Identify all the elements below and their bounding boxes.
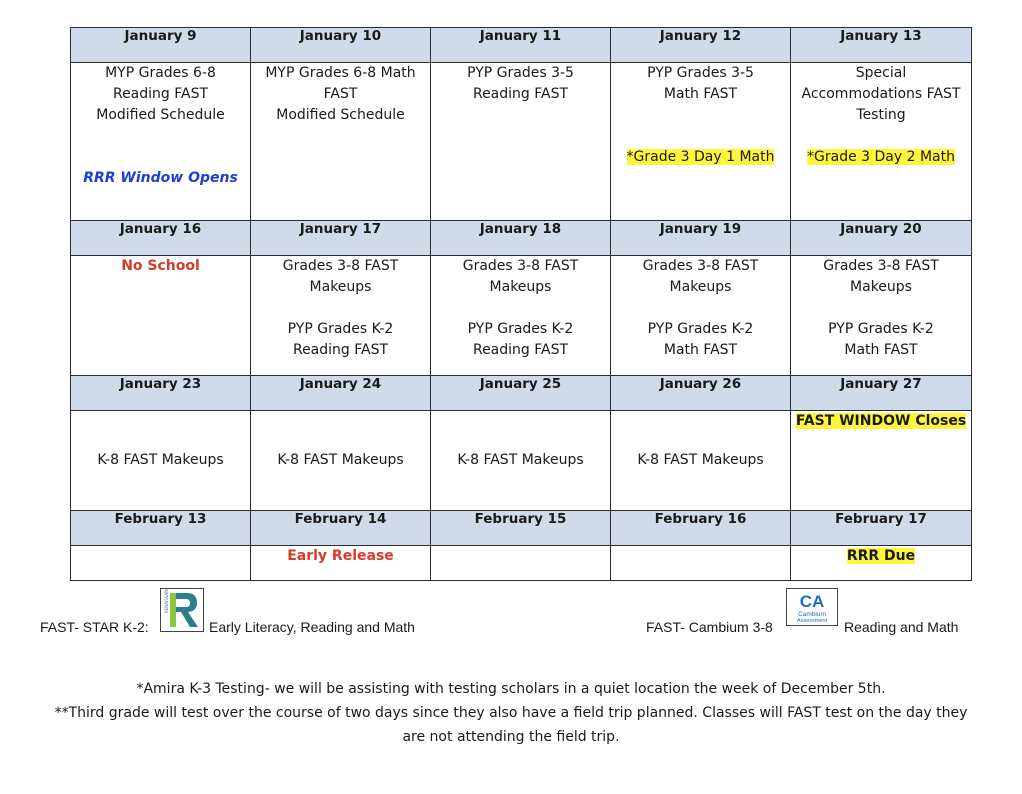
day-cell — [431, 546, 611, 581]
highlighted-note: *Grade 3 Day 2 Math — [807, 149, 955, 165]
week-3-content-row — [71, 411, 972, 511]
day-cell — [791, 256, 972, 376]
date-header: January 26 — [611, 376, 791, 411]
date-header: February 16 — [611, 511, 791, 546]
event-text: Reading FAST — [292, 342, 389, 358]
footnotes — [0, 677, 1022, 749]
date-header: February 15 — [431, 511, 611, 546]
date-header: January 9 — [71, 28, 251, 63]
event-text: Makeups — [309, 279, 372, 295]
renaissance-logo — [160, 588, 204, 632]
day-cell — [431, 63, 611, 221]
day-cell — [71, 546, 251, 581]
event-text: Testing — [856, 107, 906, 123]
star-legend-label: FAST- STAR K-2: — [40, 619, 149, 635]
footnote-amira: *Amira K-3 Testing- we will be assisting with testing scholars in a quiet location the week of December 5th. — [136, 681, 886, 697]
date-header: January 19 — [611, 221, 791, 256]
day-cell — [611, 256, 791, 376]
cambium-logo — [786, 588, 838, 626]
svg-text:Cambium: Cambium — [798, 611, 826, 618]
event-text: PYP Grades 3-5 — [647, 65, 754, 81]
cambium-legend-subjects: Reading and Math — [844, 619, 959, 635]
day-cell — [791, 546, 972, 581]
event-text: PYP Grades K-2 — [467, 321, 574, 337]
event-text: K-8 FAST Makeups — [637, 452, 764, 468]
day-cell — [251, 411, 431, 511]
date-header: January 23 — [71, 376, 251, 411]
footnote-third-grade: **Third grade will test over the course of two days since they also have a field trip planned. Classes will FAST test on the day they — [54, 705, 968, 721]
svg-text:Assessment: Assessment — [797, 618, 827, 624]
event-text: PYP Grades K-2 — [828, 321, 934, 337]
day-cell — [251, 63, 431, 221]
rrr-window-note: RRR Window Opens — [83, 170, 238, 186]
event-text: Special — [855, 65, 907, 81]
highlighted-note: *Grade 3 Day 1 Math — [626, 149, 775, 165]
svg-text:RENAISSANCE: RENAISSANCE — [164, 589, 169, 613]
event-text: MYP Grades 6-8 Math — [265, 65, 416, 81]
day-cell — [791, 63, 972, 221]
event-text: Accommodations FAST — [801, 86, 961, 102]
date-header: February 17 — [791, 511, 972, 546]
event-text: Makeups — [489, 279, 552, 295]
date-header: January 18 — [431, 221, 611, 256]
footnote-third-grade-cont: are not attending the field trip. — [402, 729, 620, 745]
day-cell — [611, 63, 791, 221]
svg-text:CA: CA — [799, 592, 825, 611]
event-text: Grades 3-8 FAST — [462, 258, 579, 274]
rrr-due: RRR Due — [846, 548, 916, 564]
testing-calendar — [70, 27, 972, 581]
event-text: PYP Grades K-2 — [287, 321, 394, 337]
cambium-legend-label: FAST- Cambium 3-8 — [646, 619, 773, 635]
week-1-content-row — [71, 63, 972, 221]
day-cell — [431, 411, 611, 511]
svg-text:R: R — [173, 629, 174, 630]
day-cell — [431, 256, 611, 376]
day-cell — [251, 546, 431, 581]
no-school-alert: No School — [121, 258, 200, 274]
event-text: Math FAST — [663, 86, 738, 102]
day-cell — [71, 256, 251, 376]
date-header: January 12 — [611, 28, 791, 63]
week-2-content-row — [71, 256, 972, 376]
date-header: January 11 — [431, 28, 611, 63]
event-text: Reading FAST — [472, 342, 569, 358]
event-text: PYP Grades 3-5 — [467, 65, 574, 81]
event-text: Grades 3-8 FAST — [642, 258, 759, 274]
week-3-header-row — [71, 376, 972, 411]
date-header: January 27 — [791, 376, 972, 411]
event-text: Grades 3-8 FAST — [823, 258, 939, 274]
date-header: January 17 — [251, 221, 431, 256]
date-header: January 24 — [251, 376, 431, 411]
event-text: Modified Schedule — [276, 107, 405, 123]
event-text: Reading FAST — [472, 86, 569, 102]
day-cell — [611, 546, 791, 581]
week-2-header-row — [71, 221, 972, 256]
event-text: FAST — [323, 86, 358, 102]
week-4-header-row — [71, 511, 972, 546]
day-cell — [71, 63, 251, 221]
date-header: January 16 — [71, 221, 251, 256]
test-legend — [0, 586, 1022, 636]
date-header: February 13 — [71, 511, 251, 546]
date-header: February 14 — [251, 511, 431, 546]
event-text: Modified Schedule — [96, 107, 225, 123]
date-header: January 20 — [791, 221, 972, 256]
event-text: K-8 FAST Makeups — [277, 452, 404, 468]
event-text: K-8 FAST Makeups — [457, 452, 584, 468]
event-text: Makeups — [669, 279, 732, 295]
event-text: Math FAST — [844, 342, 918, 358]
event-text: PYP Grades K-2 — [647, 321, 754, 337]
day-cell — [611, 411, 791, 511]
date-header: January 25 — [431, 376, 611, 411]
day-cell — [71, 411, 251, 511]
event-text: Reading FAST — [112, 86, 209, 102]
day-cell — [251, 256, 431, 376]
early-release-alert: Early Release — [287, 548, 394, 564]
fast-window-closes: FAST WINDOW Closes — [795, 413, 967, 429]
date-header: January 13 — [791, 28, 972, 63]
event-text: K-8 FAST Makeups — [97, 452, 224, 468]
star-legend-subjects: Early Literacy, Reading and Math — [209, 619, 415, 635]
date-header: January 10 — [251, 28, 431, 63]
week-1-header-row — [71, 28, 972, 63]
event-text: Grades 3-8 FAST — [282, 258, 399, 274]
event-text: Makeups — [850, 279, 912, 295]
event-text: MYP Grades 6-8 — [105, 65, 216, 81]
day-cell — [791, 411, 972, 511]
week-4-content-row — [71, 546, 972, 581]
event-text: Math FAST — [663, 342, 738, 358]
